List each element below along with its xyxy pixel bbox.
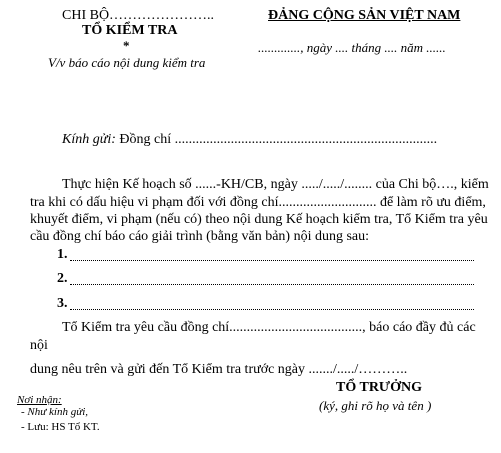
body-paragraph-1-line-1: Thực hiện Kế hoạch số ......-KH/CB, ngày ...../...../........ của Chi bộ…., kiểm xyxy=(62,177,489,192)
inspection-team-name: TỔ KIỂM TRA xyxy=(82,23,178,38)
recipient-label: Kính gửi: xyxy=(62,132,116,147)
item-fill-line-2 xyxy=(70,284,474,285)
party-cell-name: CHI BỘ………………….. xyxy=(62,8,215,23)
recipient-line xyxy=(62,132,437,148)
item-number-3: 3. xyxy=(57,296,68,311)
body-paragraph-1-line-3: khuyết điểm, vi phạm (nếu có) theo nội dung Kế hoạch kiểm tra, Tổ Kiểm tra yêu xyxy=(30,212,488,227)
party-name-heading: ĐẢNG CỘNG SẢN VIỆT NAM xyxy=(268,8,461,23)
recipients-line-2: - Lưu: HS Tổ KT. xyxy=(21,421,100,433)
item-number-1: 1. xyxy=(57,247,68,262)
recipient-text: Đồng chí ........................................................................... xyxy=(119,132,438,147)
recipients-line-1: - Như kính gửi, xyxy=(21,406,88,418)
item-fill-line-1 xyxy=(70,260,474,261)
body-paragraph-2-line-2: dung nêu trên và gửi đến Tổ Kiểm tra trước ngày ......./...../……….. xyxy=(30,362,408,377)
body-paragraph-1-line-2: tra khi có dấu hiệu vi phạm đối với đồng chí............................ để làm rõ ưu điểm, xyxy=(30,195,486,210)
recipients-label: Nơi nhận: xyxy=(17,394,62,406)
signature-title: TỔ TRƯỞNG xyxy=(336,380,422,395)
item-fill-line-3 xyxy=(70,309,474,310)
header-star: * xyxy=(123,38,130,53)
item-number-2: 2. xyxy=(57,271,68,286)
signature-note: (ký, ghi rõ họ và tên ) xyxy=(319,398,432,413)
subject-line: V/v báo cáo nội dung kiểm tra xyxy=(48,55,206,70)
place-date-line: ............., ngày .... tháng .... năm ...... xyxy=(258,40,446,55)
body-paragraph-2-word: nội xyxy=(30,338,48,353)
body-paragraph-1-line-4: cầu đồng chí báo cáo giải trình (bằng văn bản) nội dung sau: xyxy=(30,229,370,244)
body-paragraph-2-line-1: Tổ Kiểm tra yêu cầu đồng chí......................................, báo cáo đầy đủ các xyxy=(62,320,476,335)
